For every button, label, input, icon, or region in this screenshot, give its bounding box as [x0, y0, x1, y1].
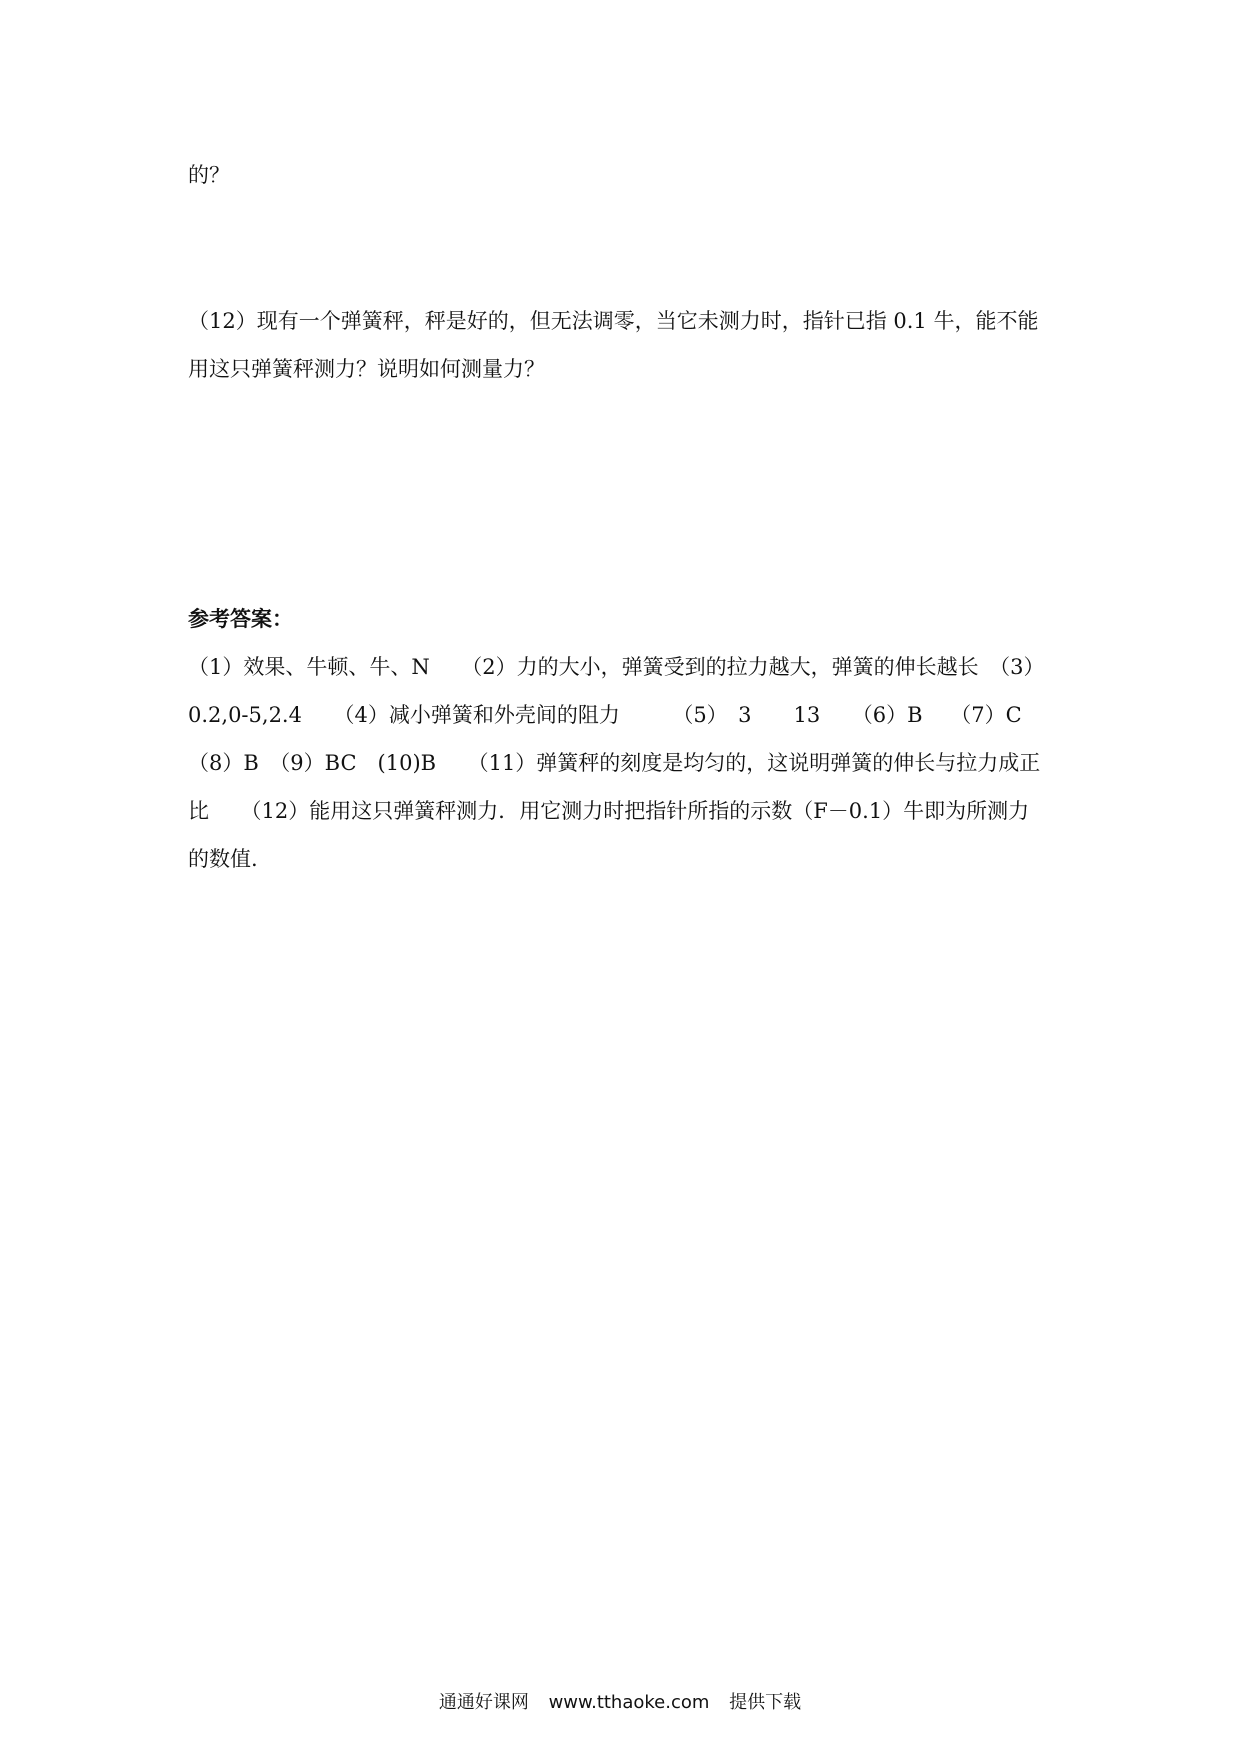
footer-url[interactable]: www.tthaoke.com: [548, 1692, 710, 1713]
answer-line-5: 的数值.: [188, 847, 258, 871]
answer-line-3: （8）B （9）BC (10)B （11）弹簧秤的刻度是均匀的，这说明弹簧的伸长与拉力成正: [188, 751, 1041, 775]
page-footer: [0, 1690, 1240, 1716]
footer-suffix: 提供下载: [729, 1692, 802, 1713]
answer-line-2: 0.2,0-5,2.4 （4）减小弹簧和外壳间的阻力 （5） 3 13 （6）B （7）C: [188, 703, 1022, 727]
answer-line-4: 比 （12）能用这只弹簧秤测力．用它测力时把指针所指的示数（F－0.1）牛即为所测力: [188, 799, 1030, 823]
question-12-line-1: （12）现有一个弹簧秤，秤是好的，但无法调零，当它未测力时，指针已指 0.1 牛，能不能: [188, 309, 1039, 333]
question-11-tail: 的？: [188, 163, 230, 187]
answers-heading: 参考答案：: [188, 607, 293, 631]
footer-site-name: 通通好课网: [438, 1692, 529, 1713]
question-12-line-2: 用这只弹簧秤测力？说明如何测量力？: [188, 357, 545, 381]
answer-line-1: （1）效果、牛顿、牛、N （2）力的大小，弹簧受到的拉力越大，弹簧的伸长越长 （3）: [188, 655, 1045, 679]
